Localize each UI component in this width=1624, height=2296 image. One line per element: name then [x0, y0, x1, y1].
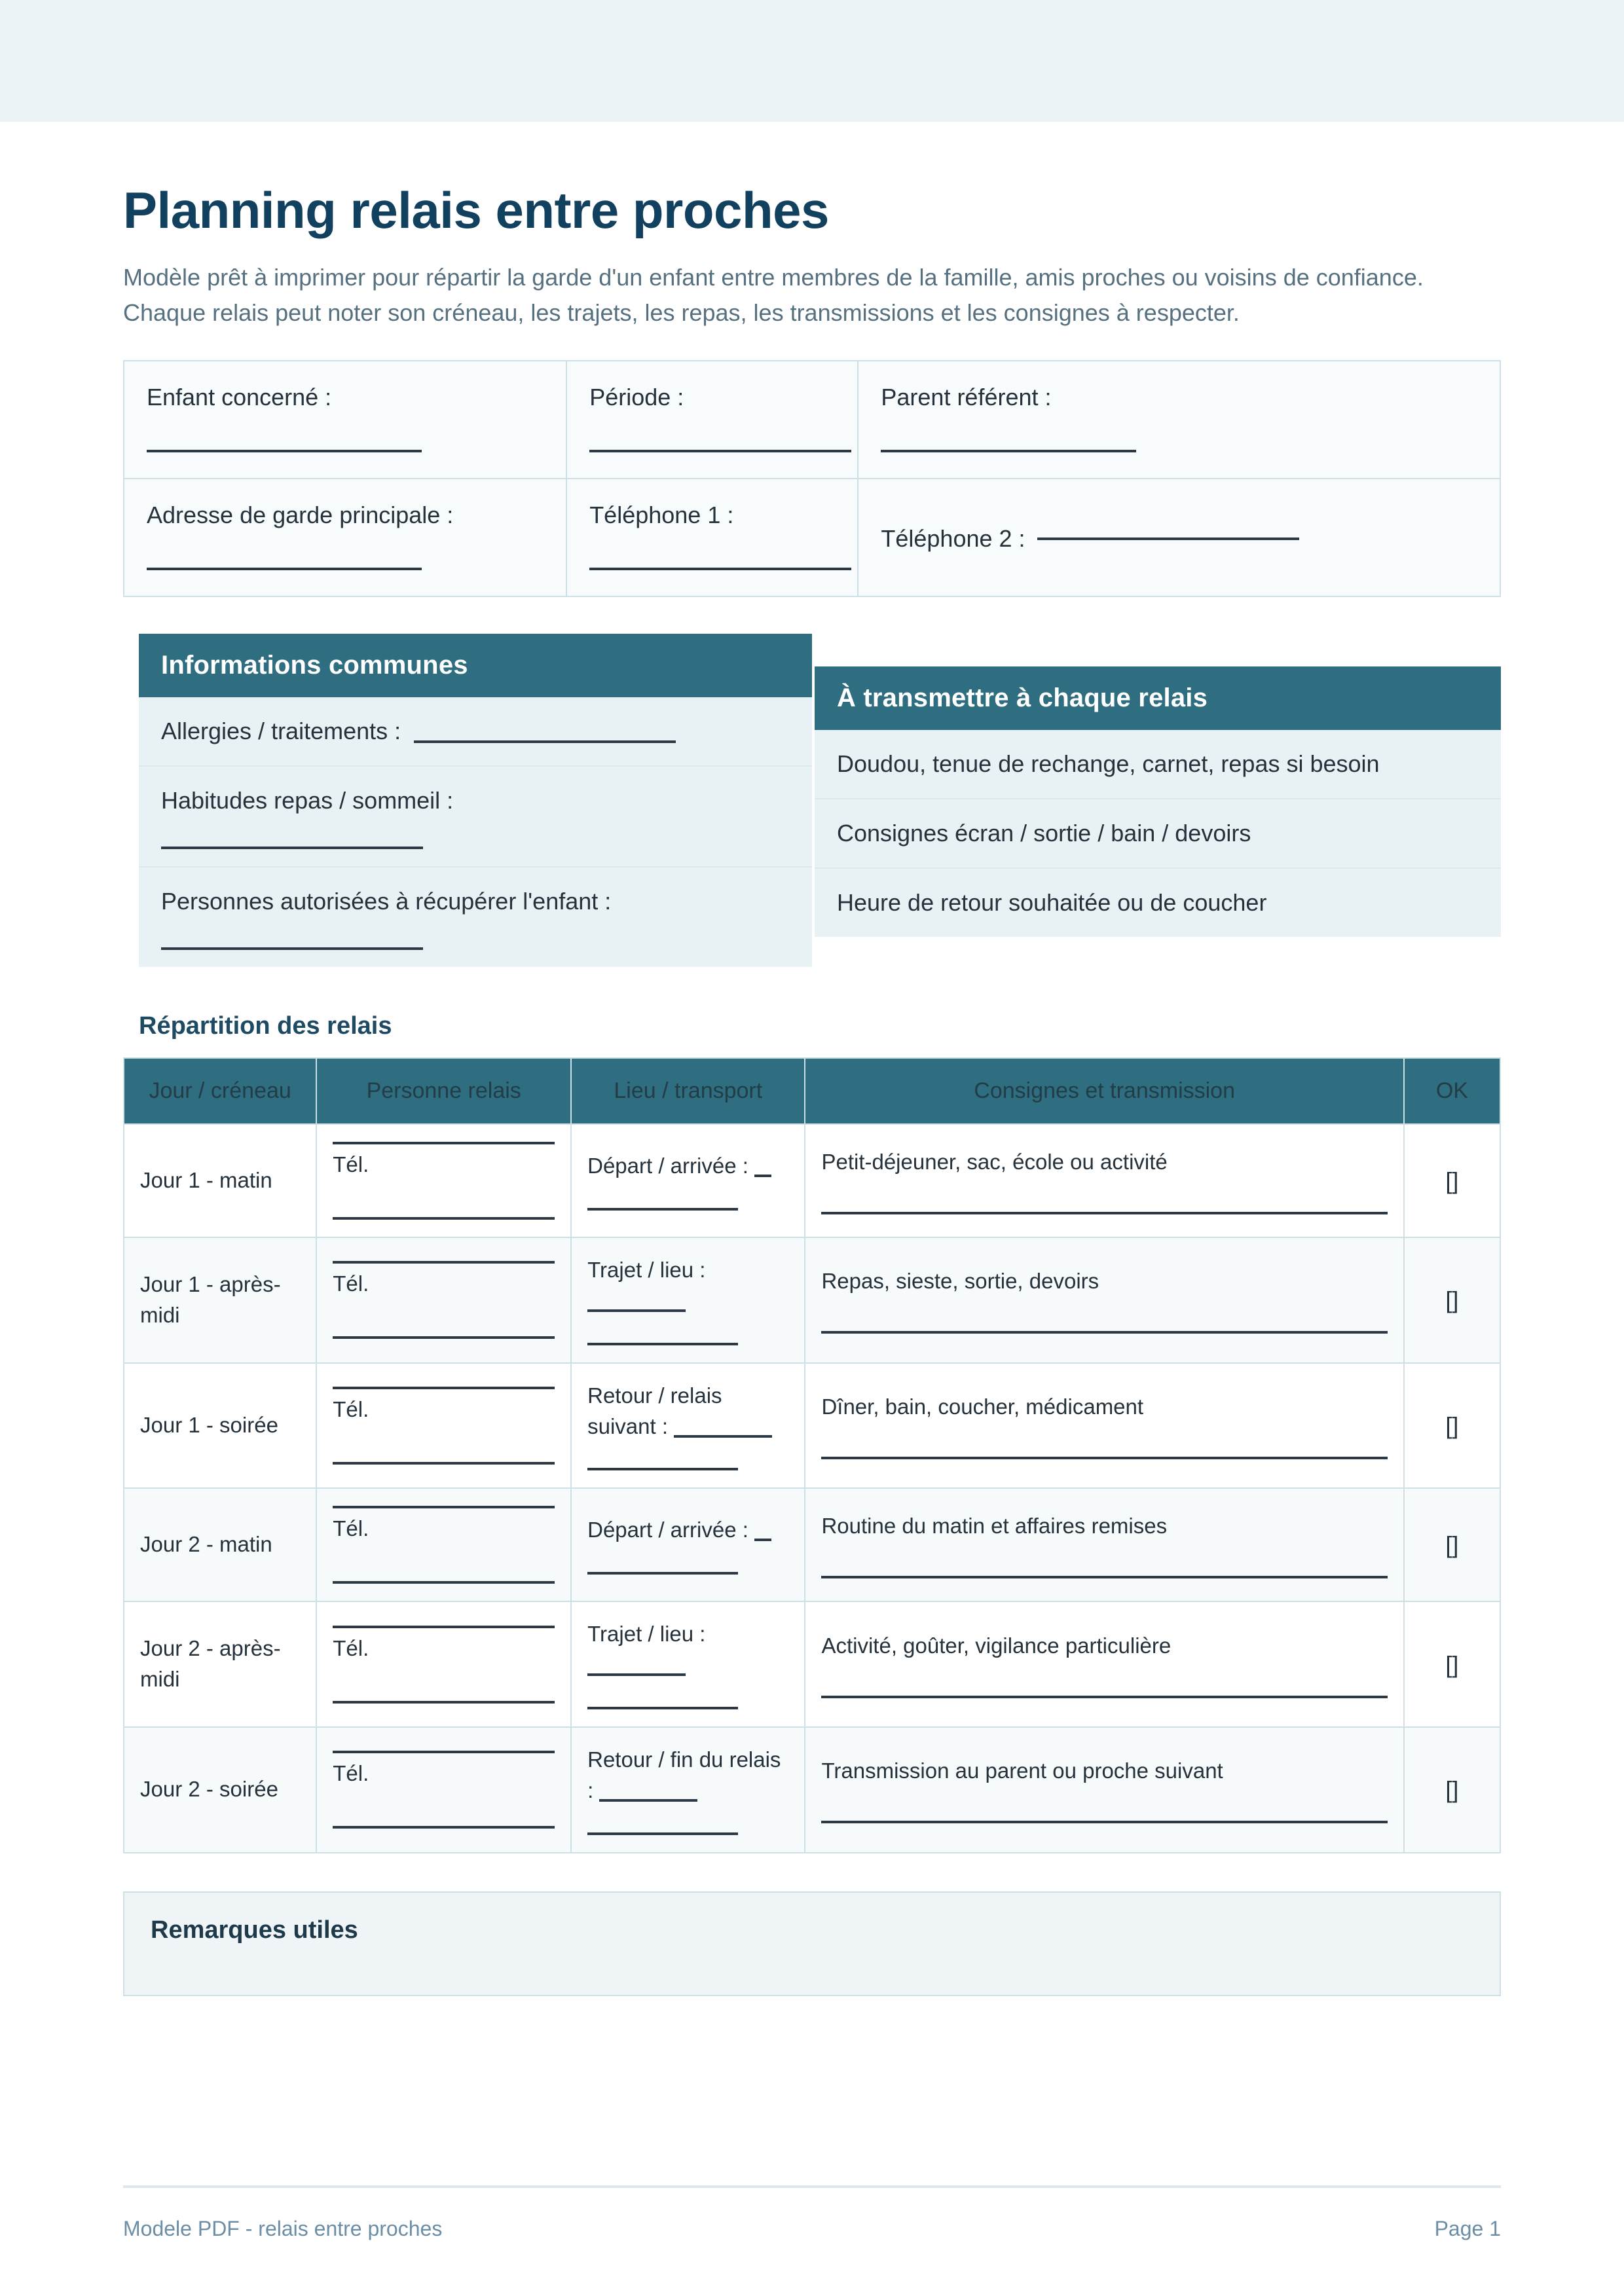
cell-ok[interactable] [1404, 1237, 1500, 1363]
field-label: Adresse de garde principale : [147, 501, 454, 529]
info-grid [123, 360, 1501, 597]
tel-label: Tél. [333, 1152, 369, 1177]
field-label: Téléphone 2 : [881, 525, 1025, 553]
write-line[interactable] [589, 568, 851, 570]
page-intro: Modèle prêt à imprimer pour répartir la garde d'un enfant entre membres de la famille, amis proches ou voisins de confiance. Chaque relais peut noter son créneau, les trajets, les repas, les transmissions et les consignes à respecter. [123, 263, 1424, 327]
row-habitudes[interactable] [139, 767, 812, 867]
write-line[interactable] [587, 1309, 686, 1312]
footer-page-number: Page 1 [1434, 2217, 1501, 2240]
spacer [881, 411, 1477, 431]
spacer [147, 411, 544, 431]
cell-personne[interactable] [316, 1601, 571, 1727]
field-label: Téléphone 1 : [589, 501, 734, 529]
cell-ok[interactable] [1404, 1727, 1500, 1853]
cell-jour: Jour 2 - matin [124, 1488, 316, 1601]
table-row [124, 1727, 1500, 1853]
write-line[interactable] [333, 1142, 555, 1144]
write-line[interactable] [147, 450, 422, 452]
row-allergies[interactable] [139, 697, 812, 767]
cell-ok[interactable] [1404, 1488, 1500, 1601]
tel-label: Tél. [333, 1761, 369, 1786]
consignes-text: Petit-déjeuner, sac, école ou activité [821, 1150, 1168, 1175]
lieu-label: Départ / arrivée : [587, 1154, 748, 1178]
write-line[interactable] [333, 1387, 555, 1389]
tel-label: Tél. [333, 1516, 369, 1541]
field-telephone-2[interactable] [858, 479, 1500, 596]
checkbox-placeholder[interactable]: [] [1445, 1650, 1459, 1678]
table-body [124, 1124, 1500, 1853]
column-header-consignes: Consignes et transmission [805, 1058, 1403, 1124]
write-line[interactable] [821, 1457, 1387, 1459]
cell-personne[interactable] [316, 1727, 571, 1853]
write-line[interactable] [333, 1826, 555, 1829]
cell-ok[interactable] [1404, 1124, 1500, 1237]
lieu-label: Retour / relais suivant : [587, 1383, 722, 1438]
lieu-label: Trajet / lieu : [587, 1622, 706, 1647]
panel-body [815, 730, 1501, 936]
field-parent-referent[interactable] [858, 361, 1500, 479]
field-adresse-garde[interactable] [124, 479, 567, 596]
write-line[interactable] [414, 740, 676, 743]
field-label: Enfant concerné : [147, 384, 332, 411]
column-header-lieu: Lieu / transport [571, 1058, 805, 1124]
write-line[interactable] [821, 1212, 1387, 1214]
cell-lieu[interactable] [571, 1237, 805, 1363]
table-row [124, 1488, 1500, 1601]
checkbox-placeholder[interactable]: [] [1445, 1776, 1459, 1804]
cell-jour: Jour 1 - après-midi [124, 1237, 316, 1363]
cell-consignes[interactable] [805, 1363, 1403, 1489]
write-line[interactable] [333, 1336, 555, 1339]
column-header-ok: OK [1404, 1058, 1500, 1124]
cell-consignes[interactable] [805, 1727, 1403, 1853]
tel-label: Tél. [333, 1635, 369, 1660]
cell-personne[interactable] [316, 1237, 571, 1363]
write-line[interactable] [333, 1217, 555, 1220]
cell-consignes[interactable] [805, 1237, 1403, 1363]
lieu-label: Départ / arrivée : [587, 1518, 748, 1542]
panel-a-transmettre [815, 666, 1501, 936]
write-line[interactable] [333, 1462, 555, 1465]
cell-jour: Jour 1 - soirée [124, 1363, 316, 1489]
cell-jour: Jour 1 - matin [124, 1124, 316, 1237]
write-line[interactable] [754, 1539, 771, 1541]
column-header-jour: Jour / créneau [124, 1058, 316, 1124]
write-line[interactable] [333, 1261, 555, 1264]
consignes-text: Activité, goûter, vigilance particulière [821, 1633, 1172, 1658]
remarks-title: Remarques utiles [151, 1916, 358, 1944]
write-line[interactable] [587, 1707, 738, 1709]
transmit-item: Doudou, tenue de rechange, carnet, repas si besoin [815, 730, 1501, 799]
row-personnes-autorisees[interactable] [139, 867, 812, 967]
field-label: Période : [589, 384, 684, 411]
write-line[interactable] [587, 1673, 686, 1676]
write-line[interactable] [587, 1832, 738, 1835]
spacer [589, 411, 835, 431]
write-line[interactable] [587, 1208, 738, 1211]
transmit-item: Heure de retour souhaitée ou de coucher [837, 888, 1267, 916]
write-line[interactable] [674, 1435, 772, 1438]
top-color-band [0, 0, 1624, 122]
cell-lieu[interactable] [571, 1488, 805, 1601]
table-row [124, 1601, 1500, 1727]
panels-area [123, 634, 1501, 961]
spacer [147, 529, 544, 549]
spacer [589, 529, 835, 549]
cell-ok[interactable] [1404, 1601, 1500, 1727]
row-label: Habitudes repas / sommeil : [161, 786, 454, 814]
write-line[interactable] [333, 1701, 555, 1704]
cell-lieu[interactable] [571, 1601, 805, 1727]
page-content [0, 122, 1624, 1996]
page-footer [123, 2185, 1501, 2241]
panel-informations-communes [139, 634, 812, 966]
write-line[interactable] [754, 1175, 771, 1177]
write-line[interactable] [333, 1581, 555, 1584]
write-line[interactable] [587, 1572, 738, 1575]
lieu-label: Trajet / lieu : [587, 1257, 706, 1282]
write-line[interactable] [333, 1506, 555, 1508]
write-line[interactable] [821, 1696, 1387, 1698]
row-label: Allergies / traitements : [161, 718, 401, 745]
cell-personne[interactable] [316, 1124, 571, 1237]
cell-personne[interactable] [316, 1363, 571, 1489]
cell-ok[interactable] [1404, 1363, 1500, 1489]
cell-jour: Jour 2 - après-midi [124, 1601, 316, 1727]
write-line[interactable] [599, 1799, 697, 1802]
field-periode[interactable] [567, 361, 858, 479]
write-line[interactable] [161, 847, 423, 849]
table-row [124, 1237, 1500, 1363]
remarks-panel[interactable] [123, 1891, 1501, 1996]
table-row [124, 1363, 1500, 1489]
write-line[interactable] [1037, 538, 1299, 540]
checkbox-placeholder[interactable]: [] [1445, 1531, 1459, 1559]
field-enfant-concerne[interactable] [124, 361, 567, 479]
panel-title: Informations communes [139, 634, 812, 697]
footer-left-text: Modele PDF - relais entre proches [123, 2217, 443, 2240]
table-row [124, 1124, 1500, 1237]
write-line[interactable] [589, 450, 851, 452]
page-title: Planning relais entre proches [123, 181, 829, 239]
checkbox-placeholder[interactable]: [] [1445, 1412, 1459, 1439]
write-line[interactable] [821, 1821, 1387, 1823]
write-line[interactable] [587, 1343, 738, 1345]
consignes-text: Repas, sieste, sortie, devoirs [821, 1269, 1099, 1294]
checkbox-placeholder[interactable]: [] [1445, 1286, 1459, 1314]
table-header-row [124, 1058, 1500, 1124]
panel-body [139, 697, 812, 966]
table-header [124, 1058, 1500, 1124]
cell-lieu[interactable] [571, 1363, 805, 1489]
tel-label: Tél. [333, 1397, 369, 1422]
write-line[interactable] [333, 1751, 555, 1753]
write-line[interactable] [821, 1331, 1387, 1334]
consignes-text: Routine du matin et affaires remises [821, 1514, 1168, 1539]
write-line[interactable] [333, 1626, 555, 1628]
relays-table [123, 1057, 1501, 1853]
tel-label: Tél. [333, 1271, 369, 1296]
lieu-label: Retour / fin du relais : [587, 1747, 781, 1802]
section-title-repartition: Répartition des relais [139, 1012, 392, 1040]
cell-consignes[interactable] [805, 1124, 1403, 1237]
field-label: Parent référent : [881, 384, 1052, 411]
cell-lieu[interactable] [571, 1124, 805, 1237]
write-line[interactable] [147, 568, 422, 570]
write-line[interactable] [821, 1576, 1387, 1578]
column-header-personne: Personne relais [316, 1058, 571, 1124]
panel-title: À transmettre à chaque relais [815, 666, 1501, 730]
row-label: Personnes autorisées à récupérer l'enfant : [161, 887, 612, 915]
cell-consignes[interactable] [805, 1601, 1403, 1727]
transmit-item: Consignes écran / sortie / bain / devoirs [815, 799, 1501, 869]
cell-consignes[interactable] [805, 1488, 1403, 1601]
cell-jour: Jour 2 - soirée [124, 1727, 316, 1853]
write-line[interactable] [587, 1468, 738, 1470]
field-telephone-1[interactable] [567, 479, 858, 596]
checkbox-placeholder[interactable]: [] [1445, 1167, 1459, 1194]
write-line[interactable] [161, 947, 423, 950]
cell-personne[interactable] [316, 1488, 571, 1601]
consignes-text: Transmission au parent ou proche suivant [821, 1758, 1223, 1783]
consignes-text: Dîner, bain, coucher, médicament [821, 1394, 1144, 1419]
cell-lieu[interactable] [571, 1727, 805, 1853]
write-line[interactable] [881, 450, 1136, 452]
